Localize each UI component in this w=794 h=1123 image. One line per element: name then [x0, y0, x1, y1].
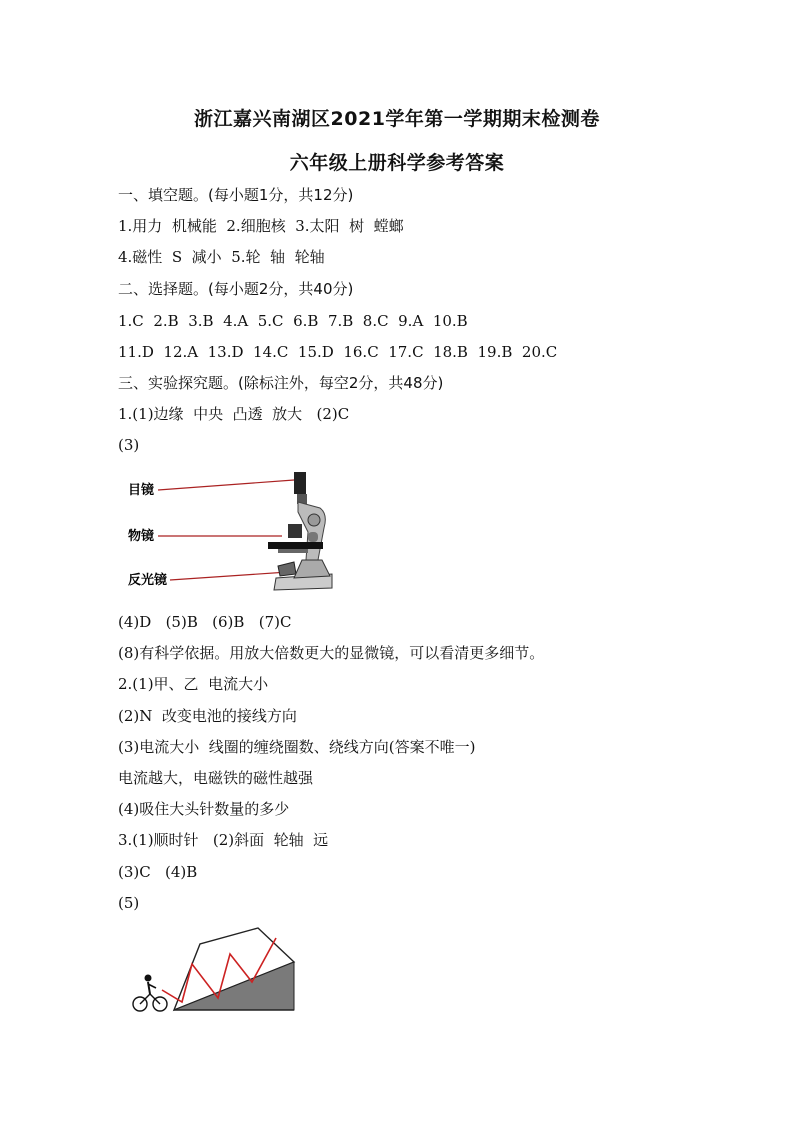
document-title: 浙江嘉兴南湖区2021学年第一学期期末检测卷 [194, 108, 600, 130]
microscope-figure [118, 462, 333, 600]
slope-figure [118, 924, 296, 1014]
document-subtitle: 六年级上册科学参考答案 [289, 152, 505, 174]
answer-line: (3) [118, 436, 140, 454]
section-heading-fill-in: 一、填空题。(每小题1分，共12分) [118, 186, 354, 204]
answer-line: 2.(1)甲、乙 电流大小 [118, 675, 269, 693]
answer-line: 1.C 2.B 3.B 4.A 5.C 6.B 7.B 8.C 9.A 10.B [118, 312, 468, 330]
answer-line: 3.(1)顺时针 (2)斜面 轮轴 远 [118, 831, 329, 849]
answer-line: (5) [118, 894, 140, 912]
answer-line: 1.(1)边缘 中央 凸透 放大 (2)C [118, 405, 350, 423]
answer-line: 电流越大，电磁铁的磁性越强 [118, 769, 314, 787]
section-heading-choice: 二、选择题。(每小题2分，共40分) [118, 280, 354, 298]
answer-line: (4)吸住大头针数量的多少 [118, 800, 290, 818]
section-heading-experiment: 三、实验探究题。(除标注外，每空2分，共48分) [118, 374, 444, 392]
answer-line: (3)电流大小 线圈的缠绕圈数、绕线方向(答案不唯一) [118, 738, 476, 756]
answer-line: (4)D (5)B (6)B (7)C [118, 613, 292, 631]
label-eyepiece: 目镜 [128, 483, 155, 498]
answer-line: (8)有科学依据。用放大倍数更大的显微镜，可以看清更多细节。 [118, 644, 545, 662]
answer-line: 11.D 12.A 13.D 14.C 15.D 16.C 17.C 18.B 19.B 20.C [118, 343, 558, 361]
label-mirror: 反光镜 [128, 573, 168, 588]
answer-line: (2)N 改变电池的接线方向 [118, 707, 297, 725]
answer-line: 1.用力 机械能 2.细胞核 3.太阳 树 螳螂 [118, 217, 404, 235]
answer-line: 4.磁性 S 减小 5.轮 轴 轮轴 [118, 248, 325, 266]
label-objective: 物镜 [128, 529, 155, 544]
answer-line: (3)C (4)B [118, 863, 198, 881]
